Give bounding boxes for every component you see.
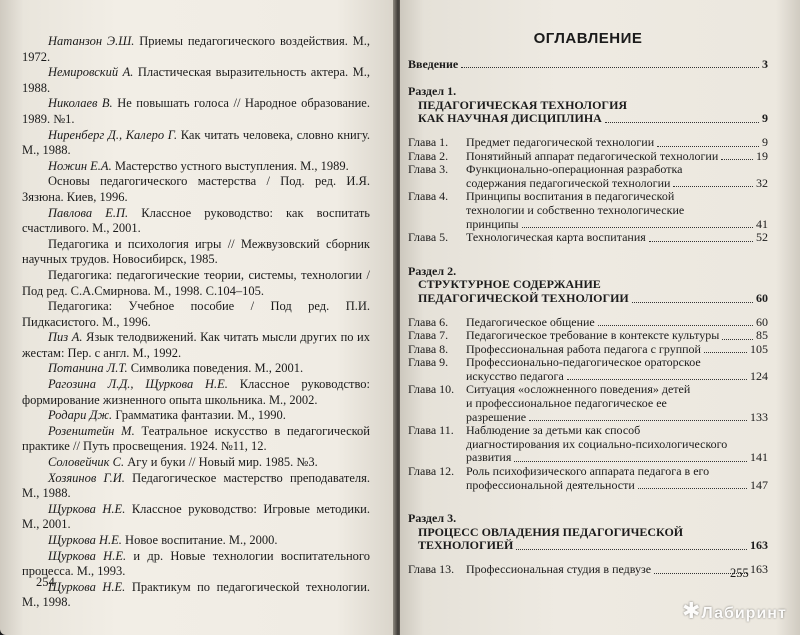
chapter-page: 147 [750, 477, 768, 492]
bibliography-entry [22, 580, 370, 611]
chapter-page: 85 [756, 328, 768, 343]
toc-chapter [408, 163, 768, 190]
chapter-line-last [466, 218, 768, 232]
chapter-body [466, 343, 768, 357]
bib-author: Потанина Л.Т. [48, 361, 128, 376]
bib-author: Немировский А. [48, 65, 134, 80]
chapter-text: Функционально-операционная разработка [466, 162, 683, 177]
toc-entry-intro [408, 58, 768, 72]
chapter-label: Глава 9. [408, 355, 449, 370]
chapter-line-last [466, 451, 768, 465]
chapter-label: Глава 1. [408, 134, 449, 149]
chapter-text: содержания педагогической технологии [466, 175, 671, 190]
chapter-label: Глава 11. [408, 423, 454, 438]
chapter-page: 19 [756, 148, 768, 163]
bib-text: Педагогика: Учебное пособие / Под ред. П.И. Пидкасистого. М., 1996. [22, 299, 370, 329]
section-title-line: СТРУКТУРНОЕ СОДЕРЖАНИЕ [418, 277, 601, 292]
toc-section [408, 85, 768, 257]
chapter-text: Технологическая карта воспитания [466, 230, 646, 245]
chapter-page: 41 [756, 216, 768, 231]
bibliography-entry [22, 471, 370, 502]
bib-text: и др. Новые технологии воспитательного процесса. М., 1993. [22, 548, 370, 579]
toc-sections [408, 85, 768, 588]
bib-author: Родари Дж. [48, 408, 113, 423]
leader-dots [605, 122, 759, 123]
section-title-line [408, 539, 768, 553]
leader-dots [598, 325, 753, 326]
chapter-text: искусство педагога [466, 368, 564, 383]
chapter-line-last [466, 479, 768, 493]
bib-author: Щуркова Н.Е. [48, 548, 127, 563]
bibliography-entry [22, 65, 370, 96]
bib-text: Как читать человека, словно книгу. М., 1988. [22, 127, 370, 158]
chapter-body [466, 163, 768, 190]
leader-dots [632, 302, 753, 303]
chapter-line-last [466, 563, 768, 577]
bib-text: Агу и буки // Новый мир. 1985. №3. [124, 455, 318, 470]
chapter-label: Глава 10. [408, 382, 455, 397]
bib-text: Пластическая выразительность актера. М., 1988. [22, 65, 370, 95]
section-page: 60 [756, 290, 768, 305]
chapter-body [466, 383, 768, 424]
chapter-text: Педагогическое общение [466, 314, 595, 329]
chapter-page: 32 [756, 175, 768, 190]
bib-text: Символика поведения. М., 2001. [127, 361, 304, 376]
bibliography-entry [22, 237, 370, 268]
chapter-text: развития [466, 450, 512, 465]
chapter-body [466, 316, 768, 330]
section-title-text: КАК НАУЧНАЯ ДИСЦИПЛИНА [418, 111, 602, 126]
leader-dots [516, 549, 747, 550]
toc-chapter [408, 150, 768, 164]
chapter-label: Глава 3. [408, 162, 449, 177]
bibliography-entry [22, 206, 370, 237]
bibliography-entry [22, 268, 370, 299]
bibliography-entry [22, 159, 370, 175]
table-of-contents [408, 32, 768, 589]
chapter-line-last [466, 411, 768, 425]
chapter-text: разрешение [466, 409, 527, 424]
chapter-page: 105 [750, 341, 768, 356]
chapter-page: 52 [756, 230, 768, 245]
section-page: 163 [750, 538, 768, 553]
leader-dots [649, 241, 753, 242]
section-gap [408, 492, 768, 504]
leader-dots [721, 159, 753, 160]
chapter-body [466, 150, 768, 164]
bibliography-entry [22, 96, 370, 127]
chapter-text: Педагогическое требование в контексте культуры [466, 328, 720, 343]
bib-author: Натанзон Э.Ш. [48, 34, 135, 48]
leader-dots [704, 352, 747, 353]
watermark [682, 598, 787, 624]
watermark-text: Лабиринт [701, 605, 787, 622]
bib-text: Приемы педагогического воздействия. М., 1972. [22, 34, 371, 64]
section-label: Раздел 2. [408, 263, 457, 278]
bib-text: Не повышать голоса // Народное образование. 1989. №1. [22, 96, 370, 126]
chapter-page: 9 [762, 134, 768, 149]
chapter-text: принципы [466, 216, 519, 231]
chapter-body [466, 231, 768, 245]
page-number-right: 255 [730, 566, 749, 580]
chapter-text: диагностирования их социально-психологического [466, 436, 728, 451]
toc-chapter [408, 316, 768, 330]
bib-author: Ножин Е.А. [48, 158, 112, 173]
bib-text: Мастерство устного выступления. М., 1989. [111, 158, 349, 173]
bibliography-entry [22, 330, 370, 361]
chapter-text: и профессиональное педагогическое ее [466, 396, 667, 411]
section-gap [408, 306, 768, 316]
bibliography-entry [22, 549, 370, 580]
bib-text: Педагогика: педагогические теории, системы, технологии / Под ред. С.А.Смирнова. М., 1998. С.104–105. [22, 267, 370, 298]
section-title-text: ТЕХНОЛОГИЕЙ [418, 538, 514, 553]
toc-title: ОГЛАВЛЕНИЕ [533, 30, 643, 47]
leader-dots [461, 67, 759, 68]
bibliography-entry [22, 455, 370, 471]
bib-text: Практикум по педагогической технологии. М., 1998. [22, 579, 371, 610]
bib-author: Соловейчик С. [48, 455, 125, 470]
bibliography-entry [22, 34, 370, 65]
bibliography-entry [22, 533, 370, 549]
chapter-body [466, 424, 768, 465]
chapter-body [466, 356, 768, 383]
chapter-text: Ситуация «осложненного поведения» детей [466, 382, 691, 397]
chapter-body [466, 465, 768, 492]
chapter-text: Понятийный аппарат педагогической технологии [466, 148, 719, 163]
bib-author: Щуркова Н.Е. [48, 579, 126, 594]
leader-dots [722, 339, 753, 340]
section-title-line [408, 112, 768, 126]
bibliography-entry [22, 299, 370, 330]
left-page [0, 0, 396, 635]
bibliography-entry [22, 377, 370, 408]
toc-section [408, 512, 768, 588]
chapter-page: 124 [750, 368, 768, 383]
chapter-body [466, 190, 768, 231]
toc-chapter [408, 329, 768, 343]
toc-chapter [408, 356, 768, 383]
chapter-line-last [466, 329, 768, 343]
chapter-text: Профессиональная студия в педвузе [466, 562, 652, 576]
section-title-text: ПЕДАГОГИЧЕСКОЙ ТЕХНОЛОГИИ [418, 290, 629, 305]
chapter-label: Глава 8. [408, 341, 449, 356]
bib-author: Щуркова Н.Е. [48, 501, 126, 516]
toc-chapter [408, 563, 768, 577]
toc-chapter [408, 343, 768, 357]
toc-chapter [408, 383, 768, 424]
watermark-logo-icon: ✱ [682, 598, 702, 623]
chapter-label: Глава 5. [408, 230, 449, 245]
leader-dots [514, 461, 747, 462]
chapter-line-last [466, 316, 768, 330]
chapter-body [466, 563, 768, 577]
section-page: 9 [762, 111, 768, 126]
bib-text: Театральное искусство в педагогической практике // Путь просвещения. 1924. №11, 12. [22, 423, 370, 454]
chapter-text: профессиональной деятельности [466, 477, 635, 492]
bib-text: Основы педагогического мастерства / Под. ред. И.Я. Зязюна. Киев, 1996. [22, 174, 370, 204]
chapter-text: Профессионально-педагогическое ораторское [466, 355, 701, 370]
chapter-text: Наблюдение за детьми как способ [466, 423, 641, 438]
bibliography-entry [22, 128, 370, 159]
bib-text: Педагогическое мастерство преподавателя. М., 1988. [22, 470, 371, 501]
toc-chapter [408, 190, 768, 231]
bib-text: Грамматика фантазии. М., 1990. [112, 408, 286, 423]
toc-chapter [408, 136, 768, 150]
page-number-left: 254 [36, 575, 55, 589]
chapter-line-last [466, 370, 768, 384]
bibliography-entry [22, 361, 370, 377]
chapter-text: Роль психофизического аппарата педагога в его [466, 464, 710, 479]
section-gap [408, 577, 768, 589]
chapter-label: Глава 6. [408, 314, 449, 329]
bibliography-entry [22, 408, 370, 424]
chapter-label: Глава 7. [408, 328, 449, 343]
chapter-line-last [466, 150, 768, 164]
bib-author: Павлова Е.П. [48, 205, 129, 220]
chapter-page: 133 [750, 409, 768, 424]
chapter-line-last [466, 136, 768, 150]
chapter-page: 163 [750, 562, 768, 576]
bib-text: Классное руководство: формирование жизненного опыта школьника. М., 2002. [22, 377, 371, 407]
chapter-text: Предмет педагогической технологии [466, 134, 655, 149]
section-label: Раздел 3. [408, 511, 457, 526]
bib-text: Новое воспитание. М., 2000. [121, 533, 278, 547]
chapter-page: 60 [756, 314, 768, 329]
chapter-body [466, 329, 768, 343]
bib-author: Розенштейн М. [48, 423, 135, 438]
bib-author: Николаев В. [48, 96, 113, 111]
bib-text: Классное руководство: Игровые методики. М., 2001. [22, 501, 371, 532]
bib-text: Педагогика и психология игры // Межвузовский сборник научных трудов. Новосибирск, 1985. [22, 236, 370, 267]
leader-dots [638, 488, 747, 489]
leader-dots [673, 186, 753, 187]
chapter-line-last [466, 177, 768, 191]
bibliography-list [22, 34, 370, 611]
chapter-label: Глава 2. [408, 148, 449, 163]
leader-dots [567, 379, 747, 380]
right-page [400, 0, 800, 635]
leader-dots [657, 146, 759, 147]
chapter-text: технологии и собственно технологические [466, 202, 685, 217]
chapter-text: Профессиональная работа педагога с группой [466, 341, 701, 356]
chapter-line-last [466, 231, 768, 245]
bib-author: Рагозина Л.Д., Щуркова Н.Е. [48, 377, 228, 392]
section-label: Раздел 1. [408, 84, 457, 99]
toc-chapter [408, 465, 768, 492]
bibliography-entry [22, 424, 370, 455]
toc-chapter [408, 424, 768, 465]
chapter-text: Принципы воспитания в педагогической [466, 189, 675, 204]
bibliography-entry [22, 174, 370, 205]
chapter-label: Глава 12. [408, 464, 455, 479]
bib-text: Язык телодвижений. Как читать мысли других по их жестам: Пер. с англ. М., 1992. [22, 330, 370, 360]
leader-dots [522, 227, 753, 228]
bibliography-entry [22, 502, 370, 533]
chapter-body [466, 136, 768, 150]
leader-dots [529, 420, 747, 421]
section-title-line: ПЕДАГОГИЧЕСКАЯ ТЕХНОЛОГИЯ [418, 97, 628, 112]
toc-intro-page: 3 [762, 56, 768, 71]
bib-author: Щуркова Н.Е. [48, 533, 122, 547]
bib-text: Классное руководство: как воспитать счастливого. М., 2001. [22, 205, 370, 236]
chapter-label: Глава 13. [408, 562, 455, 576]
toc-chapter [408, 231, 768, 245]
section-gap [408, 245, 768, 257]
chapter-label: Глава 4. [408, 189, 449, 204]
section-title-line: ПРОЦЕСС ОВЛАДЕНИЯ ПЕДАГОГИЧЕСКОЙ [418, 524, 684, 539]
toc-section [408, 265, 768, 505]
chapter-line-last [466, 343, 768, 357]
bib-author: Хозяинов Г.И. [48, 470, 125, 485]
chapter-page: 141 [750, 450, 768, 465]
bib-author: Пиз А. [48, 330, 83, 345]
bib-author: Ниренберг Д., Калеро Г. [48, 127, 178, 142]
toc-intro-label: Введение [408, 56, 459, 71]
section-title-line [408, 292, 768, 306]
